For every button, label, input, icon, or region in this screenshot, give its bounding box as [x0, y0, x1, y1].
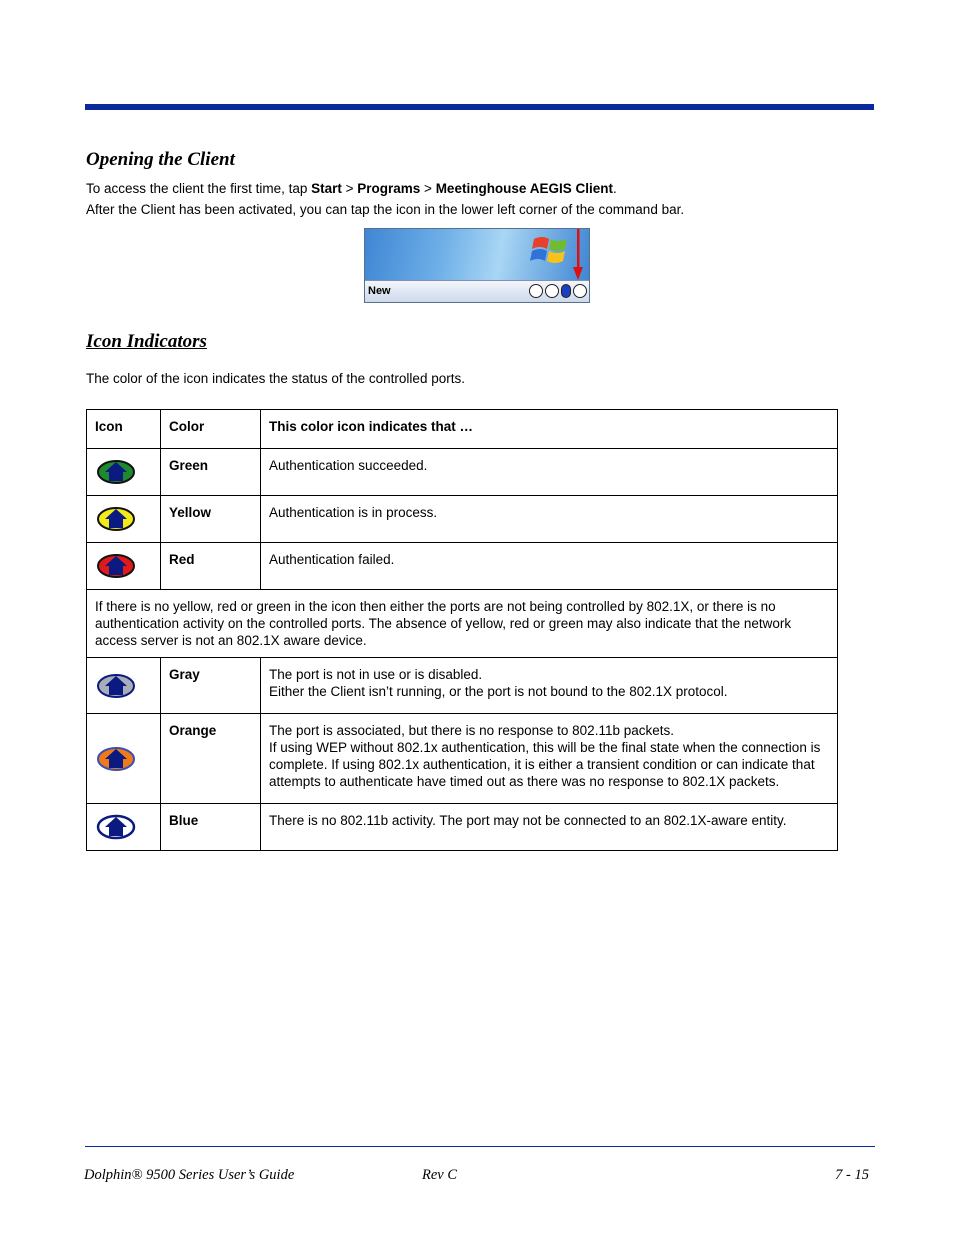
icon-cell	[87, 496, 161, 543]
description-line-2: If using WEP without 802.1x authentication, this will be the final state when the connection is complete. If using 802.1x authentication, it is either a transient condition or can indicate that attempts to authenticate have timed out as there was no response to 802.1X packets.	[269, 740, 821, 789]
table-header-row	[87, 410, 838, 449]
blue-status-icon	[96, 814, 136, 840]
icon-indicators-intro: The color of the icon indicates the status of the controlled ports.	[86, 371, 465, 386]
aegis-client-tray-icon	[573, 284, 587, 298]
table-row	[87, 714, 838, 804]
aegis-client-ref: Meetinghouse AEGIS Client	[435, 181, 613, 196]
green-status-icon	[96, 459, 136, 485]
color-name: Yellow	[161, 496, 261, 543]
icon-cell	[87, 714, 161, 804]
table-row	[87, 658, 838, 714]
section-title-icon-indicators: Icon Indicators	[86, 331, 207, 352]
gray-status-icon	[96, 673, 136, 699]
connectivity-tray-icon	[545, 284, 559, 298]
header-icon: Icon	[87, 410, 161, 449]
icon-cell	[87, 804, 161, 851]
color-name: Orange	[161, 714, 261, 804]
system-tray	[529, 284, 587, 298]
bottom-rule	[85, 1146, 875, 1147]
description-line-2: Either the Client isn’t running, or the port is not bound to the 802.1X protocol.	[269, 684, 728, 699]
section-title-opening-client: Opening the Client	[86, 149, 235, 170]
no-color-note: If there is no yellow, red or green in the icon then either the ports are not being controlled by 802.1X, or there is no authentication activity on the controlled ports. The absence of yellow, red or green may also indicate that the network access server is not an 802.1X aware device.	[87, 590, 838, 658]
footer-guide-title: Dolphin® 9500 Series User’s Guide	[84, 1167, 295, 1183]
icon-cell	[87, 543, 161, 590]
orange-status-icon	[96, 746, 136, 772]
footer-revision: Rev C	[422, 1167, 458, 1183]
table-row	[87, 496, 838, 543]
description-line-1: The port is associated, but there is no response to 802.11b packets.	[269, 723, 674, 738]
command-bar-screenshot	[364, 228, 590, 303]
table-note-row	[87, 590, 838, 658]
activated-instructions: After the Client has been activated, you can tap the icon in the lower left corner of the command bar.	[86, 202, 685, 217]
footer-page-number: 7 - 15	[835, 1167, 869, 1183]
color-name: Green	[161, 449, 261, 496]
color-name: Blue	[161, 804, 261, 851]
table-row	[87, 449, 838, 496]
description	[261, 714, 838, 804]
wireless-tray-icon	[529, 284, 543, 298]
red-status-icon	[96, 553, 136, 579]
description: Authentication failed.	[261, 543, 838, 590]
icon-indicator-table	[86, 409, 838, 851]
red-arrow-indicator	[573, 229, 583, 281]
color-name: Gray	[161, 658, 261, 714]
color-name: Red	[161, 543, 261, 590]
header-color: Color	[161, 410, 261, 449]
header-description: This color icon indicates that …	[261, 410, 838, 449]
access-instructions: To access the client the first time, tap Start > Programs > Meetinghouse AEGIS Client.	[86, 181, 617, 196]
icon-cell	[87, 658, 161, 714]
table-row	[87, 804, 838, 851]
description	[261, 658, 838, 714]
new-menu-label: New	[368, 285, 391, 297]
description-line-1: The port is not in use or is disabled.	[269, 667, 483, 682]
description: Authentication is in process.	[261, 496, 838, 543]
start-menu-ref: Start	[311, 181, 342, 196]
bluetooth-tray-icon	[561, 284, 571, 298]
command-bar	[365, 280, 589, 303]
windows-flag-icon	[530, 233, 570, 267]
programs-ref: Programs	[357, 181, 421, 196]
description: There is no 802.11b activity. The port may not be connected to an 802.1X-aware entity.	[261, 804, 838, 851]
yellow-status-icon	[96, 506, 136, 532]
table-row	[87, 543, 838, 590]
top-rule	[85, 104, 874, 110]
icon-cell	[87, 449, 161, 496]
description: Authentication succeeded.	[261, 449, 838, 496]
